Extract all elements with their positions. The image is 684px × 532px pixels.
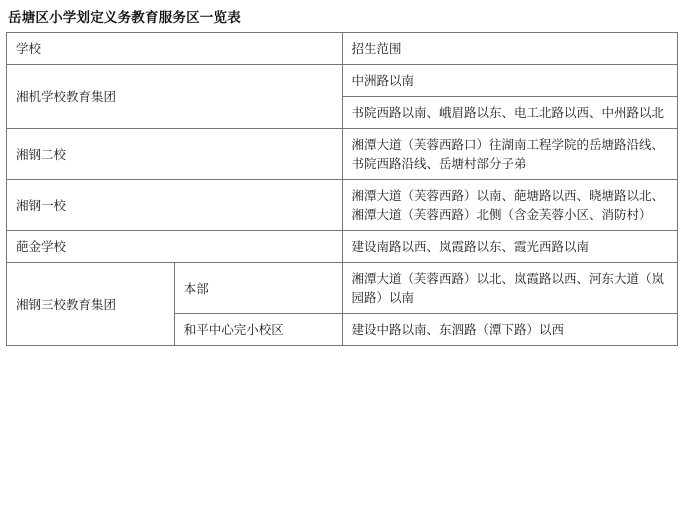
table-row xyxy=(7,231,678,263)
range-cell: 湘潭大道（芙蓉西路）以南、葩塘路以西、晓塘路以北、湘潭大道（芙蓉西路）北侧（含金芙蓉小区、消防村） xyxy=(342,180,678,231)
table-row xyxy=(7,65,678,97)
table-row xyxy=(7,263,678,314)
school-name-cell: 葩金学校 xyxy=(7,231,343,263)
table-row xyxy=(7,180,678,231)
table-header-school: 学校 xyxy=(7,33,343,65)
service-area-table xyxy=(6,32,678,346)
range-cell: 书院西路以南、峨眉路以东、电工北路以西、中州路以北 xyxy=(342,97,678,129)
table-header-range: 招生范围 xyxy=(342,33,678,65)
school-campus-cell: 和平中心完小校区 xyxy=(174,314,342,346)
page-title: 岳塘区小学划定义务教育服务区一览表 xyxy=(8,10,241,26)
range-cell: 建设中路以南、东泗路（潭下路）以西 xyxy=(342,314,678,346)
range-cell: 湘潭大道（芙蓉西路口）往湖南工程学院的岳塘路沿线、书院西路沿线、岳塘村部分子弟 xyxy=(342,129,678,180)
school-campus-cell: 本部 xyxy=(174,263,342,314)
school-name-cell: 湘钢一校 xyxy=(7,180,343,231)
table-header-row xyxy=(7,33,678,65)
range-cell: 建设南路以西、岚霞路以东、霞光西路以南 xyxy=(342,231,678,263)
table-row xyxy=(7,129,678,180)
school-name-cell: 湘机学校教育集团 xyxy=(7,65,343,129)
range-cell: 中洲路以南 xyxy=(342,65,678,97)
school-name-cell: 湘钢二校 xyxy=(7,129,343,180)
range-cell: 湘潭大道（芙蓉西路）以北、岚霞路以西、河东大道（岚园路）以南 xyxy=(342,263,678,314)
school-name-cell: 湘钢三校教育集团 xyxy=(7,263,175,346)
